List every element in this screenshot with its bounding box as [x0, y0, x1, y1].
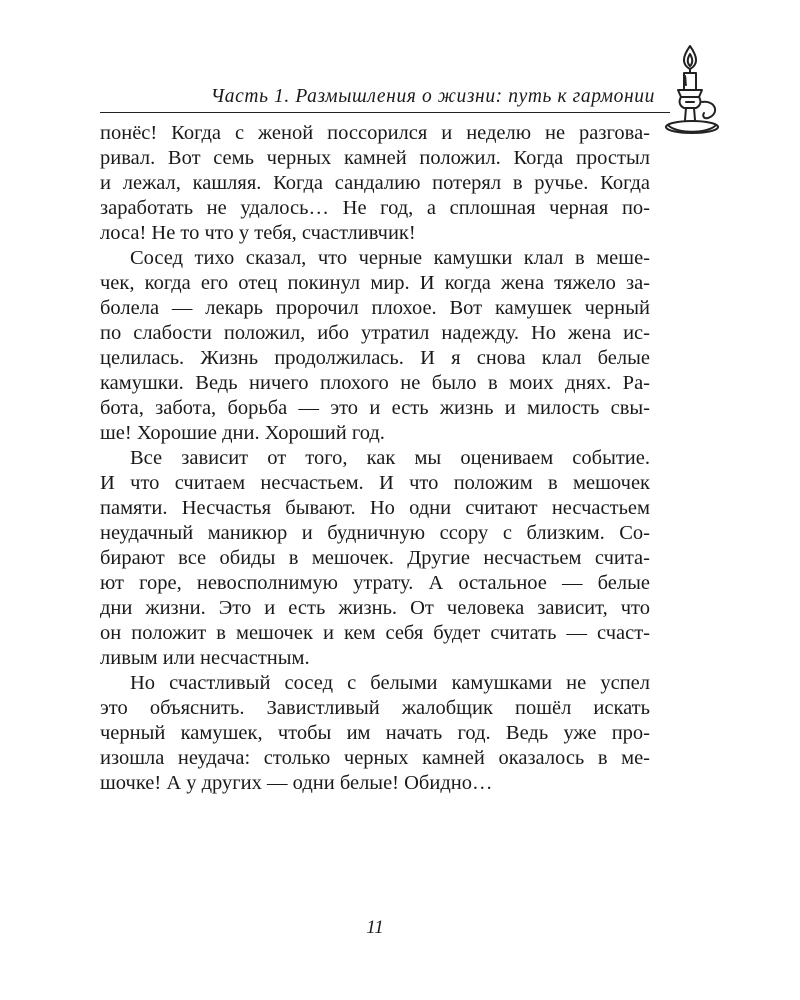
header-rule: [100, 112, 670, 113]
text-line: ют горе, невосполнимую утрату. А остальное — белые: [100, 572, 650, 594]
text-line: бирают все обиды в мешочек. Другие несчастьем счита-: [100, 547, 650, 569]
text-line: дни жизни. Это и есть жизнь. От человека зависит, что: [100, 597, 650, 619]
candle-icon: [664, 42, 744, 142]
paragraph: [100, 771, 650, 796]
paragraph: [100, 421, 650, 446]
text-line: и лежал, кашляя. Когда сандалию потерял в ручье. Когда: [100, 172, 650, 194]
running-head: Часть 1. Размышления о жизни: путь к гармонии: [210, 86, 655, 107]
text-line: целилась. Жизнь продолжилась. И я снова клал белые: [100, 347, 650, 369]
text-line: это объяснить. Завистливый жалобщик пошёл искать: [100, 697, 650, 719]
text-line: чек, когда его отец покинул мир. И когда жена тяжело за-: [100, 272, 650, 294]
text-line: бота, забота, борьба — это и есть жизнь и милость свы-: [100, 397, 650, 419]
text-line: Сосед тихо сказал, что черные камушки клал в меше-: [130, 247, 650, 269]
text-line: он положит в мешочек и кем себя будет считать — счаст-: [100, 622, 650, 644]
text-line: ше! Хорошие дни. Хороший год.: [100, 422, 385, 444]
text-line: памяти. Несчастья бывают. Но одни считают несчастьем: [100, 497, 650, 519]
paragraph: [100, 471, 650, 646]
text-line: черный камушек, чтобы им начать год. Ведь уже про-: [100, 722, 650, 744]
paragraph: [100, 696, 650, 771]
text-line: шочке! А у других — одни белые! Обидно…: [100, 772, 493, 794]
paragraph: [100, 671, 650, 696]
text-line: ливым или несчастным.: [100, 647, 310, 669]
paragraph: [100, 246, 650, 271]
paragraph: [100, 121, 650, 221]
text-line: камушки. Ведь ничего плохого не было в моих днях. Ра-: [100, 372, 650, 394]
text-line: болела — лекарь пророчил плохое. Вот камушек черный: [100, 297, 650, 319]
text-line: Все зависит от того, как мы оцениваем событие.: [130, 447, 650, 469]
paragraph: [100, 271, 650, 421]
text-line: И что считаем несчастьем. И что положим в мешочек: [100, 472, 650, 494]
text-line: лоса! Не то что у тебя, счастливчик!: [100, 222, 416, 244]
text-line: Но счастливый сосед с белыми камушками не успел: [130, 672, 650, 694]
text-line: неудачный маникюр и будничную ссору с близким. Со-: [100, 522, 650, 544]
text-line: заработать не удалось… Не год, а сплошная черная по-: [100, 197, 650, 219]
text-line: ривал. Вот семь черных камней положил. Когда простыл: [100, 147, 650, 169]
body-text: [100, 121, 650, 796]
paragraph: [100, 646, 650, 671]
page-number: 11: [366, 917, 384, 938]
paragraph: [100, 446, 650, 471]
text-line: понёс! Когда с женой поссорился и неделю не разгова-: [100, 122, 650, 144]
text-line: по слабости положил, ибо утратил надежду. Но жена ис-: [100, 322, 650, 344]
text-line: изошла неудача: столько черных камней оказалось в ме-: [100, 747, 650, 769]
paragraph: [100, 221, 650, 246]
